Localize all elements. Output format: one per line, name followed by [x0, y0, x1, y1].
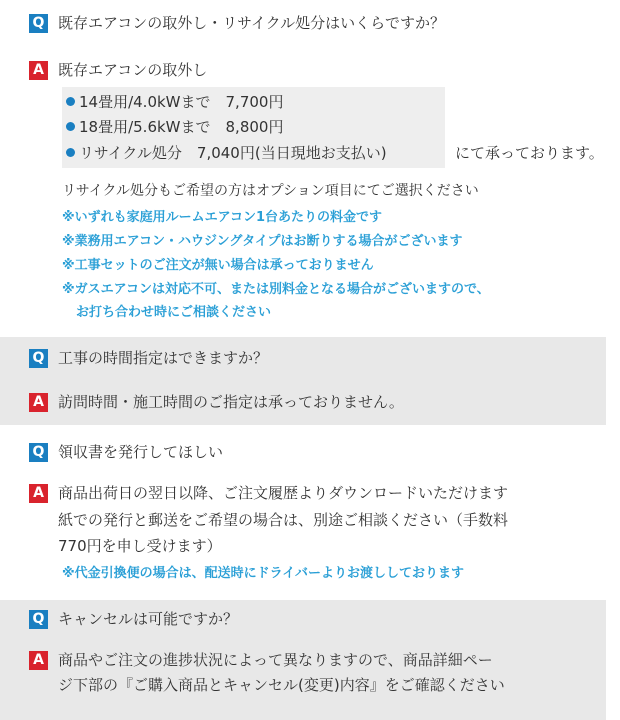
question-text: 領収書を発行してほしい — [58, 443, 224, 461]
faq-item-removal — [0, 0, 606, 330]
answer-text: 訪問時間・施工時間のご指定は承っておりません。 — [58, 393, 404, 411]
note-line: ※業務用エアコン・ハウジングタイプはお断りする場合がございます — [62, 234, 463, 249]
question-text: 既存エアコンの取外し・リサイクル処分はいくらですか？ — [58, 14, 446, 32]
note-line: ※いずれも家庭用ルームエアコン1台あたりの料金です — [62, 210, 383, 225]
answer-line: 商品やご注文の進捗状況によって異なりますので、商品詳細ペー — [58, 651, 493, 669]
answer-line: ジ下部の『ご購入商品とキャンセル(変更)内容』をご確認ください — [58, 676, 505, 694]
question-badge: Q — [29, 349, 48, 368]
faq-item-cancel — [0, 600, 606, 720]
answer-line: 商品出荷日の翌日以降、ご注文履歴よりダウンロードいただけます — [58, 484, 509, 502]
note-line: ※ガスエアコンは対応不可、または別料金となる場合がございますので、 — [62, 282, 490, 297]
answer-badge: A — [29, 484, 48, 503]
question-badge: Q — [29, 610, 48, 629]
bullet-icon — [66, 97, 75, 106]
question-badge: Q — [29, 443, 48, 462]
answer-badge: A — [29, 61, 48, 80]
price-item: リサイクル処分 7,040円(当日現地お支払い) — [66, 144, 387, 163]
price-suffix: にて承っております。 — [455, 144, 604, 162]
question-text: 工事の時間指定はできますか？ — [58, 349, 269, 367]
faq-item-receipt — [0, 425, 606, 595]
answer-line: 紙での発行と郵送をご希望の場合は、別途ご相談ください（手数料 — [58, 511, 509, 529]
bullet-icon — [66, 148, 75, 157]
note-line: ※代金引換便の場合は、配送時にドライバーよりお渡ししております — [62, 566, 464, 581]
price-item: 14畳用/4.0kWまで 7,700円 — [66, 93, 283, 112]
answer-badge: A — [29, 393, 48, 412]
question-badge: Q — [29, 14, 48, 33]
faq-item-time — [0, 337, 606, 425]
bullet-icon — [66, 122, 75, 131]
option-note: リサイクル処分もご希望の方はオプション項目にてご選択ください — [62, 183, 479, 199]
note-line: お打ち合わせ時にご相談ください — [76, 305, 272, 320]
answer-badge: A — [29, 651, 48, 670]
answer-title: 既存エアコンの取外し — [58, 61, 208, 79]
question-text: キャンセルは可能ですか？ — [58, 610, 239, 628]
answer-line: 770円を申し受けます） — [58, 537, 222, 555]
note-line: ※工事セットのご注文が無い場合は承っておりません — [62, 258, 374, 273]
price-item: 18畳用/5.6kWまで 8,800円 — [66, 118, 283, 137]
